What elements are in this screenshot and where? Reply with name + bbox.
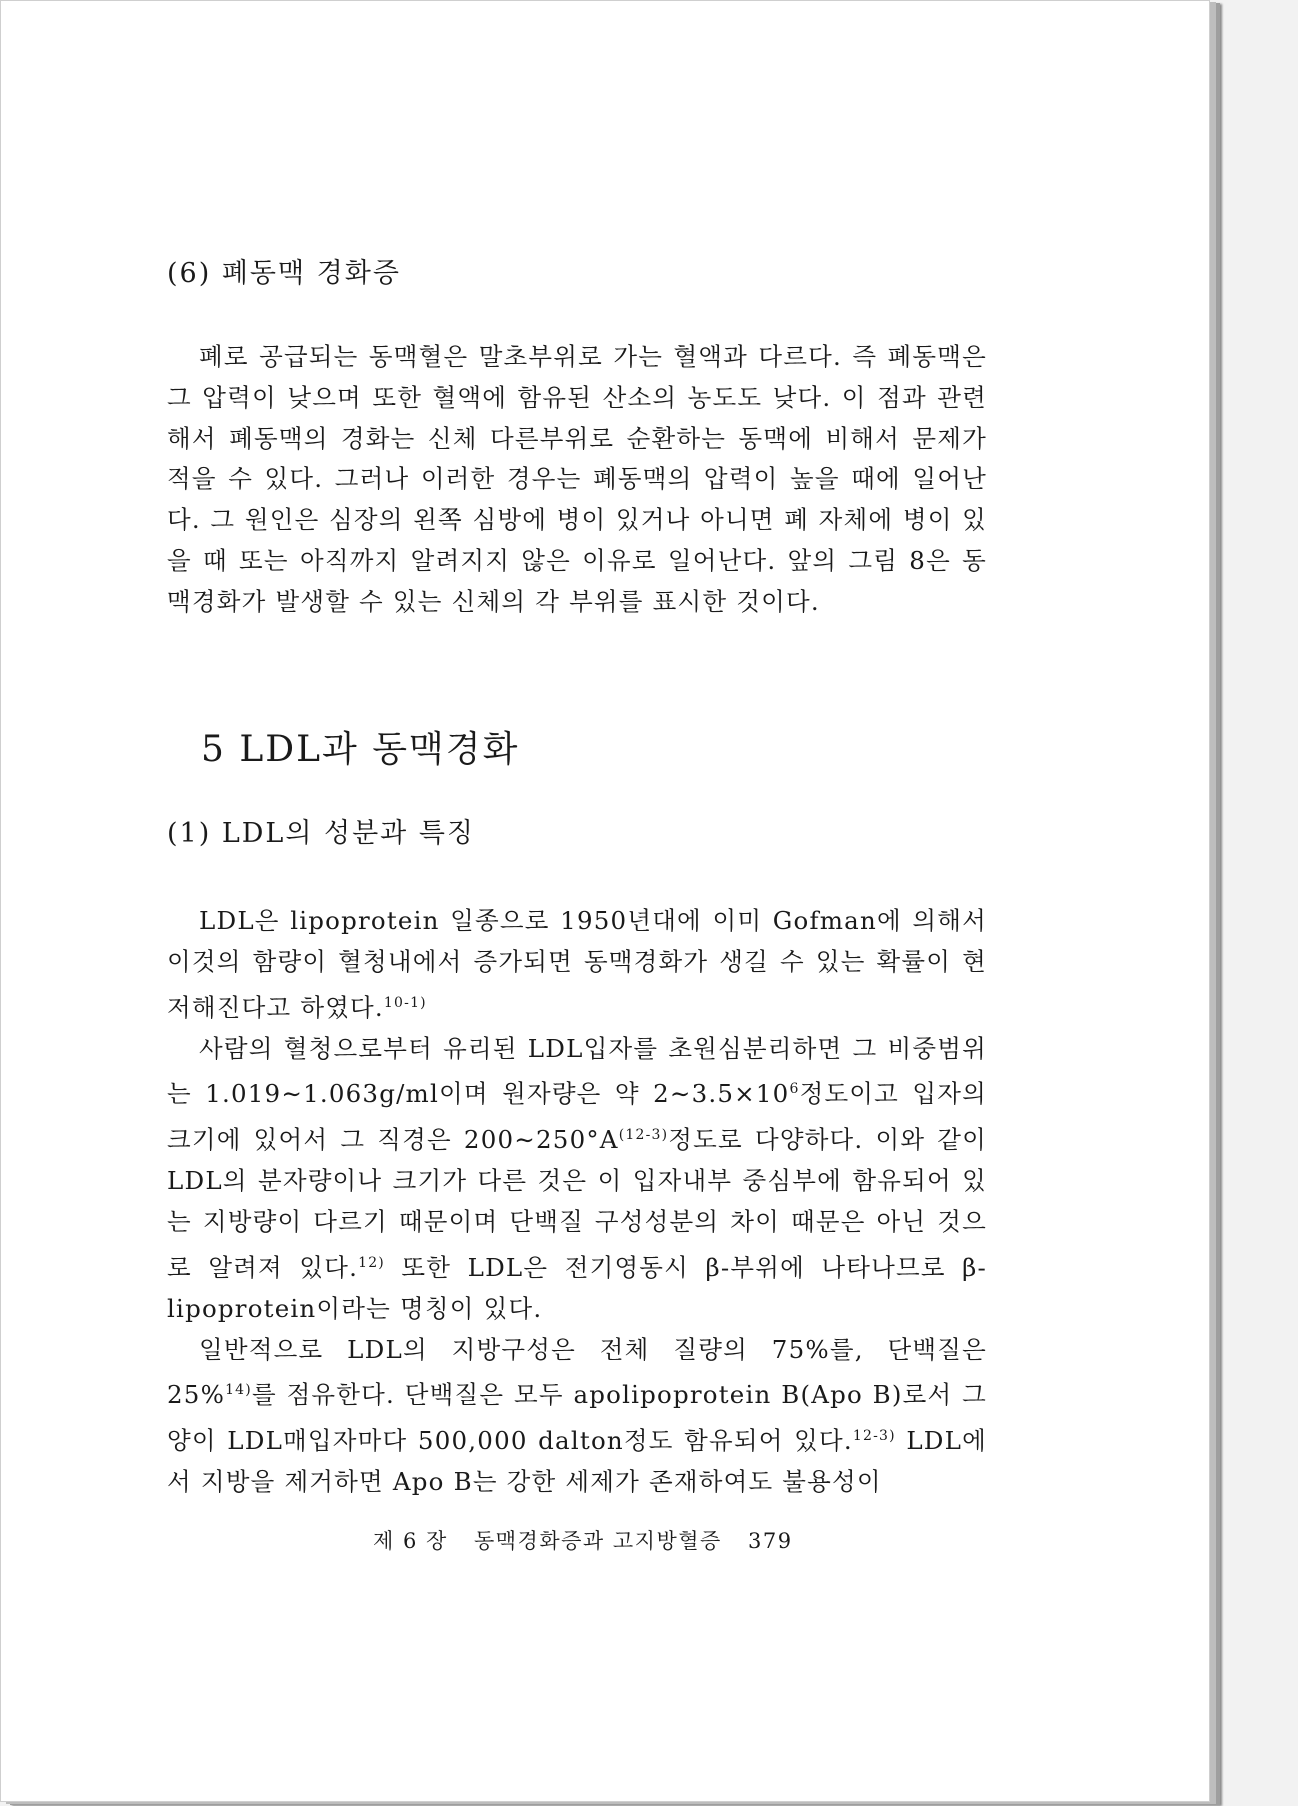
footer-chapter: 제 6 장 <box>373 1529 448 1553</box>
footer-title: 동맥경화증과 고지방혈증 <box>473 1529 722 1553</box>
ldl-paragraph-1 <box>167 901 987 1029</box>
lung-artery-paragraph <box>167 337 987 623</box>
section-heading-lung-artery: (6) 폐동맥 경화증 <box>167 258 401 289</box>
ldl-paragraph-3 <box>167 1330 987 1504</box>
paragraph-text: 정도로 다양하다. 이와 같이 LDL의 분자량이나 크기가 다른 것은 이 입자내부 중심부에 함유되어 있는 지방량이 다르기 때문이며 단백질 구성성분의 차이 때문은 아닌 것으로 알려져 있다. <box>167 1125 987 1282</box>
reference-superscript: (12-3) <box>618 1127 669 1144</box>
paragraph-text: 를 점유한다. 단백질은 모두 apolipoprotein B(Apo B)로서 그 양이 LDL매입자마다 500,000 dalton정도 함유되어 있다. <box>167 1380 987 1456</box>
exponent-superscript: 6 <box>789 1081 800 1098</box>
reference-superscript: 12-3) <box>852 1428 896 1445</box>
ldl-paragraph-2 <box>167 1029 987 1330</box>
chapter-section-heading: 5 LDL과 동맥경화 <box>201 729 520 770</box>
paragraph-text: LDL에서 지방을 제거하면 Apo B는 강한 세제가 존재하여도 불용성이 <box>167 1426 987 1497</box>
section-heading-ldl: (1) LDL의 성분과 특징 <box>167 818 475 849</box>
paragraph-text: LDL은 lipoprotein 일종으로 1950년대에 이미 Gofman에 의해서 이것의 함량이 혈청내에서 증가되면 동맥경화가 생길 수 있는 확률이 현저해진다고 하였다. <box>167 906 987 1022</box>
reference-superscript: 10-1) <box>383 994 427 1011</box>
paragraph-text: 폐로 공급되는 동맥혈은 말초부위로 가는 혈액과 다르다. 즉 폐동맥은 그 압력이 낮으며 또한 혈액에 함유된 산소의 농도도 낮다. 이 점과 관련해서 폐동맥의 경화는 신체 다른부위로 순환하는 동맥에 비해서 문제가 적을 수 있다. 그러나 이러한 경우는 폐동맥의 압력이 높을 때에 일어난다. 그 원인은 심장의 왼쪽 심방에 병이 있거나 아니면 폐 자체에 병이 있을 때 또는 아직까지 알려지지 않은 이유로 일어난다. 앞의 그림 8은 동맥경화가 발생할 수 있는 신체의 각 부위를 표시한 것이다. <box>167 342 987 616</box>
paragraph-text: 정도이고 입자의 크기에 있어서 그 직경은 200∼250°A <box>167 1079 987 1155</box>
page-number: 379 <box>748 1529 793 1553</box>
paragraph-text: 또한 LDL은 전기영동시 β-부위에 나타나므로 β-lipoprotein이라는 명칭이 있다. <box>167 1253 988 1323</box>
reference-superscript: 12) <box>358 1254 385 1271</box>
paragraph-text: 일반적으로 LDL의 지방구성은 전체 질량의 75%를, 단백질은 25% <box>167 1334 987 1410</box>
reference-superscript: 14) <box>225 1382 252 1399</box>
page-footer <box>373 1525 793 1555</box>
paragraph-text: 사람의 혈청으로부터 유리된 LDL입자를 초원심분리하면 그 비중범위는 1.019∼1.063g/ml이며 원자량은 약 2∼3.5×10 <box>167 1033 987 1109</box>
ldl-paragraphs <box>167 901 987 1503</box>
